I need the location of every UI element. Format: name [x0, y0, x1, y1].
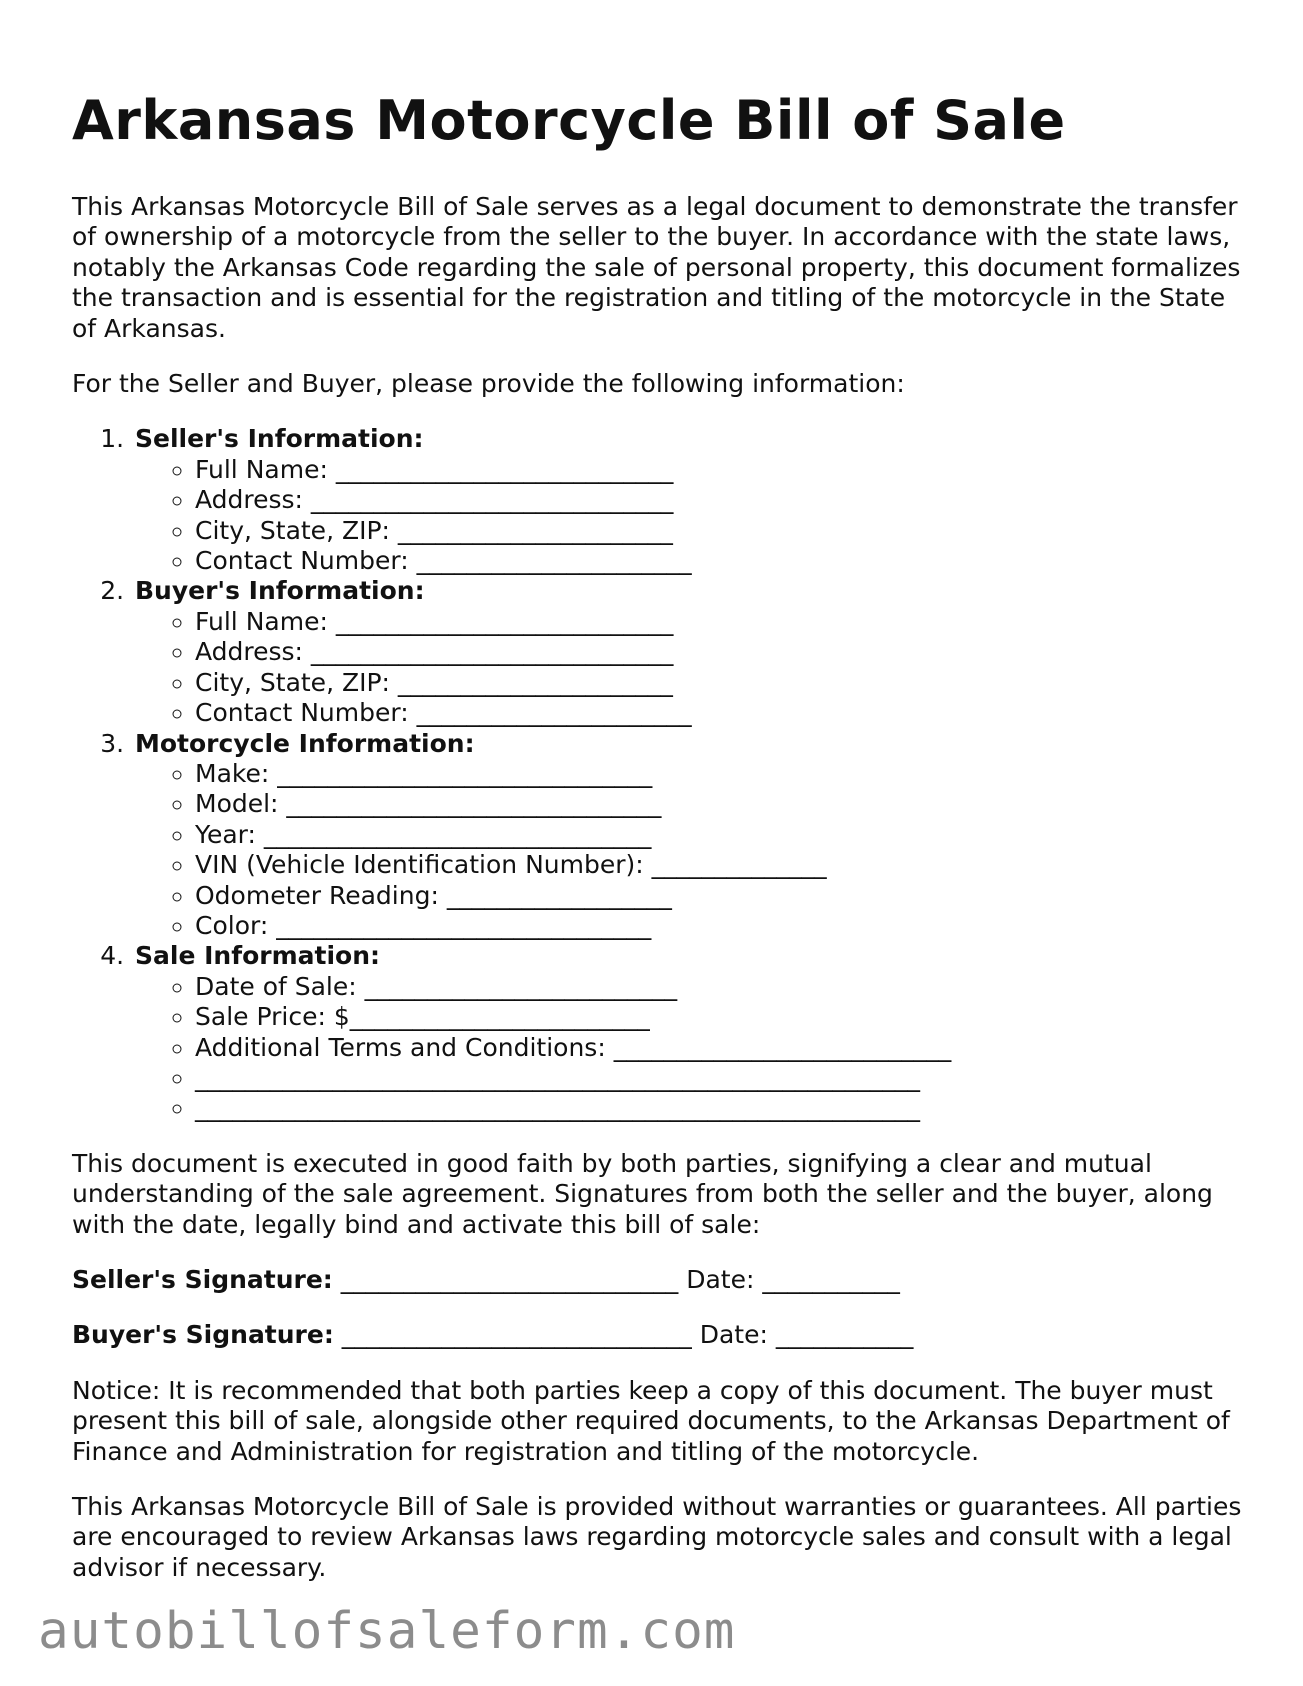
section-seller [132, 424, 1242, 576]
field-year[interactable]: ◦ Year: _______________________________ [195, 820, 1242, 850]
seller-signature-label: Seller's Signature: [72, 1265, 333, 1294]
field-additional-terms-line[interactable]: ◦ __________________________________________________________ [195, 1063, 1242, 1093]
field-sale-price[interactable]: ◦ Sale Price: $________________________ [195, 1002, 1242, 1032]
execution-paragraph: This document is executed in good faith by both parties, signifying a clear and mutual understanding of the sale agreement. Signatures from both the seller and the buyer, along with the date, legally bind and activate this bill of sale: [72, 1148, 1213, 1239]
section-title: Sale Information: [135, 941, 380, 971]
seller-signature-blank[interactable]: ___________________________ Date: ___________ [332, 1265, 900, 1294]
field-vin[interactable]: ◦ VIN (Vehicle Identification Number): ______________ [195, 850, 1242, 880]
field-odometer-reading[interactable]: ◦ Odometer Reading: __________________ [195, 881, 1242, 911]
field-seller-contact-number[interactable]: ◦ Contact Number: ______________________ [195, 546, 1242, 576]
field-make[interactable]: ◦ Make: ______________________________ [195, 759, 1242, 789]
field-buyer-city-state-zip[interactable]: ◦ City, State, ZIP: ______________________ [195, 668, 1242, 698]
instructions-paragraph: For the Seller and Buyer, please provide the following information: [72, 369, 905, 399]
field-date-of-sale[interactable]: ◦ Date of Sale: _________________________ [195, 972, 1242, 1002]
field-model[interactable]: ◦ Model: ______________________________ [195, 789, 1242, 819]
field-buyer-address[interactable]: ◦ Address: _____________________________ [195, 637, 1242, 667]
buyer-signature-line[interactable] [72, 1320, 1242, 1350]
field-list [135, 759, 1242, 941]
document-title: Arkansas Motorcycle Bill of Sale [72, 89, 1066, 152]
section-buyer [132, 576, 1242, 728]
intro-paragraph: This Arkansas Motorcycle Bill of Sale serves as a legal document to demonstrate the transfer of ownership of a motorcycle from the seller to the buyer. In accordance with the state laws, notably the Arkansas Code regarding the sale of personal property, this document formalizes the transaction and is essential for the registration and titling of the motorcycle in the State of Arkansas. [72, 192, 1241, 343]
section-title: Buyer's Information: [135, 576, 425, 606]
field-buyer-full-name[interactable]: ◦ Full Name: ___________________________ [195, 607, 1242, 637]
field-buyer-contact-number[interactable]: ◦ Contact Number: ______________________ [195, 698, 1242, 728]
buyer-signature-blank[interactable]: ____________________________ Date: ___________ [333, 1320, 914, 1350]
disclaimer-paragraph: This Arkansas Motorcycle Bill of Sale is provided without warranties or guarantees. All parties are encouraged to review Arkansas laws regarding motorcycle sales and consult with a legal advisor if necessary. [72, 1492, 1242, 1582]
seller-signature-line[interactable] [72, 1265, 1242, 1295]
section-title: Motorcycle Information: [135, 728, 475, 758]
field-additional-terms-line[interactable]: ◦ __________________________________________________________ [195, 1093, 1242, 1123]
field-list [135, 972, 1242, 1124]
field-list [135, 455, 1242, 577]
document-body [72, 88, 1242, 1583]
field-seller-city-state-zip[interactable]: ◦ City, State, ZIP: ______________________ [195, 516, 1242, 546]
field-list [135, 607, 1242, 729]
field-color[interactable]: ◦ Color: ______________________________ [195, 911, 1242, 941]
section-sale [132, 941, 1242, 1123]
field-seller-full-name[interactable]: ◦ Full Name: ___________________________ [195, 455, 1242, 485]
notice-paragraph: Notice: It is recommended that both parties keep a copy of this document. The buyer must present this bill of sale, alongside other required documents, to the Arkansas Department of Finance and Administration for registration and titling of the motorcycle. [72, 1375, 1230, 1466]
information-sections [72, 424, 1242, 1123]
section-motorcycle [132, 729, 1242, 942]
field-additional-terms[interactable]: ◦ Additional Terms and Conditions: ___________________________ [195, 1033, 1242, 1063]
field-seller-address[interactable]: ◦ Address: _____________________________ [195, 485, 1242, 515]
buyer-signature-label: Buyer's Signature: [72, 1320, 334, 1350]
section-title: Seller's Information: [135, 424, 424, 454]
watermark-text: autobillofsaleform.com [38, 1602, 736, 1661]
